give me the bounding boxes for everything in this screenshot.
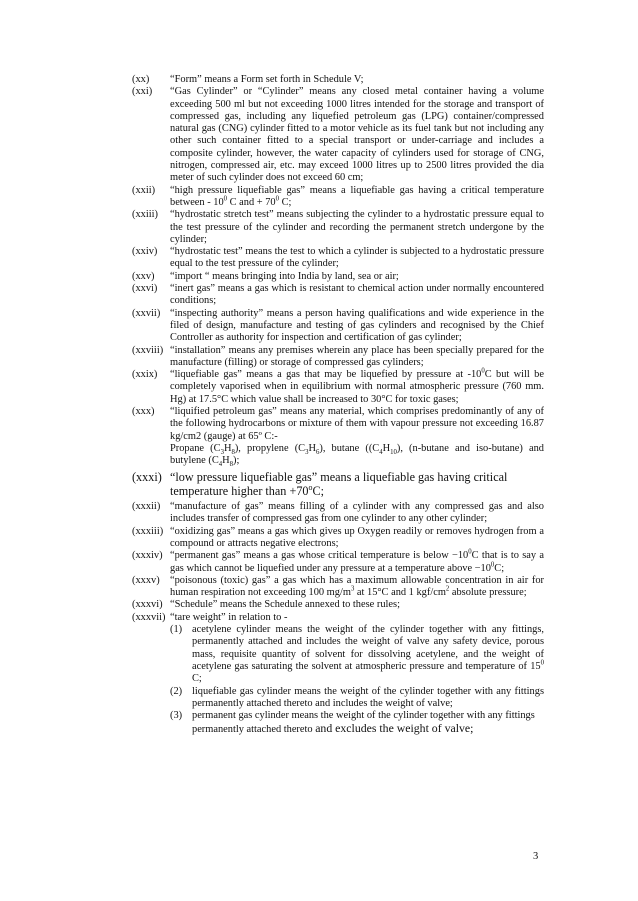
hydrocarbon-list: Propane $(C_3H_8)$, propylene $(C_3H_6)$, butane ($(C_4H_{10})$, (n-butane and iso-butane) and butylene $(C_4H_8)$; xyxy=(170,442,544,469)
definition-text: “tare weight” in relation to - xyxy=(170,611,288,623)
definition-number: (xxxiii) xyxy=(132,525,164,537)
definition-number: (xxxv) xyxy=(132,574,160,586)
definition-text: “liquified petroleum gas” means any material, which comprises predominantly of any of the following hydrocarbons or mixture of them with vapour pressure not exceeding 16.87 kg/cm2 (gauge) at 65º C:- Propane $(C_3H_8)$, propylene $(C_3H_6)$, butane ($(C_4H_{10})$, (n-butane and iso-butane) and butylene $(C_4H_8)$; xyxy=(170,406,544,469)
definition-number: (xxx) xyxy=(132,406,155,418)
definition-item xyxy=(132,575,544,600)
definition-text: “hydrostatic test” means the test to which a cylinder is subjected to a hydrostatic pressure equal to the test pressure of the cylinder; xyxy=(170,246,544,270)
sub-item xyxy=(170,686,544,711)
definition-number: (xxxvii) xyxy=(132,611,166,623)
definition-text: “liquefiable gas” means a gas that may be liquefied by pressure at $-10^0C$ but will be completely vaporised when in equilibrium with normal atmospheric pressure (760 mm. Hg) at 17.5°C which value shall be increased to 30°C for toxic gases; xyxy=(170,367,544,405)
definition-item xyxy=(132,185,544,210)
definition-number: (xxviii) xyxy=(132,344,164,356)
document-body xyxy=(132,74,544,737)
sub-item-number: (1) xyxy=(170,624,183,636)
definition-item xyxy=(132,308,544,345)
definition-item xyxy=(132,526,544,551)
definition-number: (xxi) xyxy=(132,86,153,98)
sub-item-text: liquefiable gas cylinder means the weight of the cylinder together with any fittings permanently attached thereto and includes the weight of valve; xyxy=(192,685,544,709)
definition-number: (xxxii) xyxy=(132,501,161,513)
definition-text: “inert gas” means a gas which is resistant to chemical action under normally encountered conditions; xyxy=(170,283,544,307)
definition-number: (xxiv) xyxy=(132,246,158,258)
definition-item xyxy=(132,74,544,86)
definition-number: (xxxi) xyxy=(132,469,162,484)
definition-item xyxy=(132,209,544,246)
definition-item xyxy=(132,612,544,624)
definition-item xyxy=(132,246,544,271)
definition-number: (xxv) xyxy=(132,270,155,282)
page-number: 3 xyxy=(533,851,539,862)
definition-item xyxy=(132,86,544,184)
definition-item xyxy=(132,271,544,283)
sub-item xyxy=(170,710,544,737)
sub-item-number: (2) xyxy=(170,685,183,697)
definition-item xyxy=(132,283,544,308)
definition-number: (xx) xyxy=(132,74,150,85)
definition-number: (xxvii) xyxy=(132,307,161,319)
definition-text: “low pressure liquefiable gas” means a liquefiable gas having critical temperature higher than $+70^oC$; xyxy=(170,469,508,499)
sub-item-text: acetylene cylinder means the weight of the cylinder together with any fittings, permanently attached and includes the weight of valve any safety device, porous mass, requisite quantity of solvent for dissolving acetylene, and the weight of acetylene gas saturating the solvent at atmospheric pressure and temperature of $15^0$ C; xyxy=(192,624,544,685)
definition-number: (xxiii) xyxy=(132,209,158,221)
sub-item xyxy=(170,624,544,685)
definition-text: “installation” means any premises wherein any place has been specially prepared for the manufacture (filling) or storage of compressed gas cylinders; xyxy=(170,344,544,368)
definition-text: “oxidizing gas” means a gas which gives up Oxygen readily or removes hydrogen from a compound or attracts negative electrons; xyxy=(170,525,544,549)
definition-number: (xxxiv) xyxy=(132,550,163,562)
sub-item-text: permanent gas cylinder means the weight of the cylinder together with any fittings permanently attached thereto and excludes the weight of valve; xyxy=(192,710,535,736)
definition-text: “inspecting authority” means a person having qualifications and wide experience in the filed of design, manufacture and testing of gas cylinders and recognised by the Chief Controller as authority for inspection and certification of gas cylinder; xyxy=(170,307,544,344)
definition-text: “poisonous (toxic) gas” a gas which has a maximum allowable concentration in air for human respiration not exceeding 100 $mg/m^3$ at 15°C and 1 kgf/$cm^2$ absolute pressure; xyxy=(170,574,544,599)
definition-text: “hydrostatic stretch test” means subjecting the cylinder to a hydrostatic pressure equal to the test pressure of the cylinder and recording the permanent stretch undergone by the cylinder; xyxy=(170,209,544,245)
definition-text: “Gas Cylinder” or “Cylinder” means any closed metal container having a volume exceeding 500 ml but not exceeding 1000 litres intended for the storage and transport of compressed gas, including any liquefied petroleum gas (LPG) container/compressed natural gas (CNG) cylinder fitted to a motor vehicle as its fuel tank but not including any other such container fitted to a special transport or under-carriage and includes a composite cylinder, however, the water capacity of cylinders used for storage of CNG, nitrogen, compressed air, etc. may exceed 1000 litres up to 2500 litres provided the dia meter of such cylinder does not exceed 60 cm; xyxy=(170,86,544,184)
definition-text: “Schedule” means the Schedule annexed to these rules; xyxy=(170,599,400,611)
definition-number: (xxvi) xyxy=(132,283,158,295)
definition-text: “high pressure liquefiable gas” means a liquefiable gas having a critical temperature between - $10^0$ C and + $70^0$ C; xyxy=(170,184,544,208)
definition-number: (xxii) xyxy=(132,184,156,196)
definition-item xyxy=(132,369,544,406)
definition-text: “import “ means bringing into India by land, sea or air; xyxy=(170,270,399,282)
definition-text: “Form” means a Form set forth in Schedule V; xyxy=(170,74,364,85)
definition-item xyxy=(132,470,544,500)
definition-item xyxy=(132,550,544,575)
definition-number: (xxix) xyxy=(132,369,158,381)
definition-number: (xxxvi) xyxy=(132,599,163,611)
definition-item xyxy=(132,406,544,467)
definition-text: “permanent gas” means a gas whose critical temperature is below $-10^0C$ that is to say a gas which cannot be liquefied under any pressure at a temperature above $-10^0C$; xyxy=(170,548,544,574)
definition-text: “manufacture of gas” means filling of a cylinder with any compressed gas and also includes transfer of compressed gas from one cylinder to any other cylinder; xyxy=(170,501,544,525)
definition-item xyxy=(132,599,544,611)
definition-item xyxy=(132,501,544,526)
definition-item xyxy=(132,345,544,370)
sub-item-number: (3) xyxy=(170,710,183,722)
